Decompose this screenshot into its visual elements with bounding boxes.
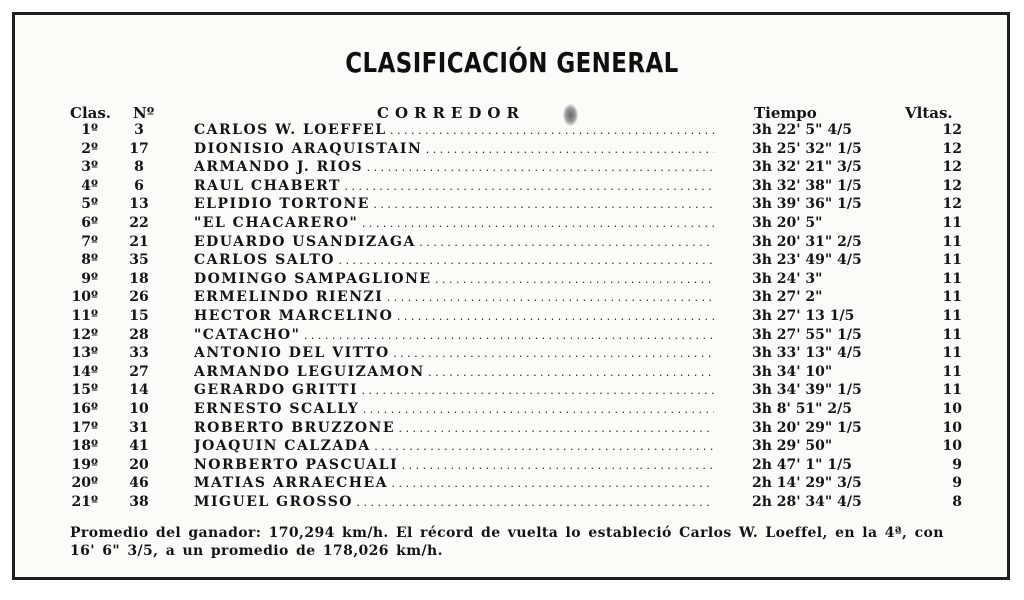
rider-name-cell: ARMANDO LEGUIZAMON . . . bbox=[194, 363, 714, 383]
number-cell: 6 bbox=[134, 177, 144, 194]
table-row bbox=[0, 195, 1024, 214]
time-cell: 3h 20' 29" 1/5 bbox=[752, 419, 862, 436]
position-cell: 16º bbox=[71, 400, 98, 417]
position-cell: 15º bbox=[71, 382, 98, 399]
number-cell: 38 bbox=[129, 493, 149, 510]
table-row bbox=[0, 493, 1024, 512]
laps-cell: 9 bbox=[952, 475, 962, 492]
position-cell: 11º bbox=[71, 307, 98, 324]
rider-name-cell: ANTONIO DEL VITTO . . . bbox=[194, 344, 714, 364]
position-cell: 19º bbox=[71, 456, 98, 473]
number-cell: 33 bbox=[129, 345, 149, 362]
laps-cell: 11 bbox=[942, 382, 962, 399]
time-cell: 3h 27' 13 1/5 bbox=[752, 307, 855, 324]
table-row bbox=[0, 288, 1024, 307]
laps-cell: 10 bbox=[942, 400, 962, 417]
number-cell: 31 bbox=[129, 419, 149, 436]
rider-name-cell: ERNESTO SCALLY . . . bbox=[194, 400, 714, 420]
table-row bbox=[0, 363, 1024, 382]
time-cell: 3h 32' 21" 3/5 bbox=[752, 159, 862, 176]
time-cell: 3h 39' 36" 1/5 bbox=[752, 196, 862, 213]
table-row bbox=[0, 158, 1024, 177]
time-cell: 3h 32' 38" 1/5 bbox=[752, 177, 862, 194]
table-row bbox=[0, 233, 1024, 252]
position-cell: 7º bbox=[81, 233, 98, 250]
table-row bbox=[0, 474, 1024, 493]
table-row bbox=[0, 307, 1024, 326]
rider-name-cell: HECTOR MARCELINO . . . bbox=[194, 307, 714, 327]
laps-cell: 12 bbox=[942, 159, 962, 176]
results-table bbox=[0, 121, 1024, 511]
position-cell: 14º bbox=[71, 363, 98, 380]
position-cell: 3º bbox=[81, 159, 98, 176]
time-cell: 3h 20' 31" 2/5 bbox=[752, 233, 862, 250]
position-cell: 18º bbox=[71, 438, 98, 455]
rider-name-cell: EDUARDO USANDIZAGA . . . bbox=[194, 233, 714, 253]
number-cell: 46 bbox=[129, 475, 149, 492]
position-cell: 13º bbox=[71, 345, 98, 362]
position-cell: 4º bbox=[81, 177, 98, 194]
table-row bbox=[0, 437, 1024, 456]
position-cell: 2º bbox=[81, 140, 98, 157]
time-cell: 3h 27' 55" 1/5 bbox=[752, 326, 862, 343]
number-cell: 13 bbox=[129, 196, 149, 213]
number-cell: 8 bbox=[134, 159, 144, 176]
header-number: Nº bbox=[133, 104, 155, 122]
number-cell: 27 bbox=[129, 363, 149, 380]
number-cell: 14 bbox=[129, 382, 149, 399]
number-cell: 15 bbox=[129, 307, 149, 324]
table-row bbox=[0, 140, 1024, 159]
position-cell: 9º bbox=[81, 270, 98, 287]
laps-cell: 11 bbox=[942, 345, 962, 362]
table-row bbox=[0, 251, 1024, 270]
number-cell: 35 bbox=[129, 252, 149, 269]
rider-name-cell: ARMANDO J. RIOS . . . bbox=[194, 158, 714, 178]
table-row bbox=[0, 381, 1024, 400]
position-cell: 12º bbox=[71, 326, 98, 343]
number-cell: 28 bbox=[129, 326, 149, 343]
time-cell: 3h 8' 51" 2/5 bbox=[752, 400, 852, 417]
time-cell: 3h 34' 39" 1/5 bbox=[752, 382, 862, 399]
position-cell: 1º bbox=[81, 122, 98, 138]
time-cell: 2h 28' 34" 4/5 bbox=[752, 493, 862, 510]
position-cell: 20º bbox=[71, 475, 98, 492]
time-cell: 3h 27' 2" bbox=[752, 289, 823, 306]
laps-cell: 11 bbox=[942, 326, 962, 343]
rider-name-cell: RAUL CHABERT . . . bbox=[194, 177, 714, 197]
time-cell: 2h 47' 1" 1/5 bbox=[752, 456, 852, 473]
position-cell: 5º bbox=[81, 196, 98, 213]
laps-cell: 11 bbox=[942, 214, 962, 231]
number-cell: 17 bbox=[129, 140, 149, 157]
laps-cell: 12 bbox=[942, 177, 962, 194]
laps-cell: 11 bbox=[942, 252, 962, 269]
rider-name-cell: CARLOS W. LOEFFEL . . . bbox=[194, 121, 714, 141]
laps-cell: 11 bbox=[942, 289, 962, 306]
rider-name-cell: ELPIDIO TORTONE . . . bbox=[194, 195, 714, 215]
rider-name-cell: DOMINGO SAMPAGLIONE . . . bbox=[194, 270, 714, 290]
table-row bbox=[0, 344, 1024, 363]
position-cell: 17º bbox=[71, 419, 98, 436]
table-row bbox=[0, 456, 1024, 475]
table-row bbox=[0, 326, 1024, 345]
rider-name-cell: MIGUEL GROSSO . . . bbox=[194, 493, 714, 513]
header-corredor: CORREDOR bbox=[377, 104, 525, 122]
rider-name-cell: JOAQUIN CALZADA . . . bbox=[194, 437, 714, 457]
laps-cell: 10 bbox=[942, 419, 962, 436]
time-cell: 3h 29' 50" bbox=[752, 438, 833, 455]
laps-cell: 11 bbox=[942, 270, 962, 287]
number-cell: 21 bbox=[129, 233, 149, 250]
number-cell: 3 bbox=[134, 122, 144, 138]
laps-cell: 12 bbox=[942, 122, 962, 138]
position-cell: 21º bbox=[71, 493, 98, 510]
number-cell: 20 bbox=[129, 456, 149, 473]
laps-cell: 11 bbox=[942, 307, 962, 324]
laps-cell: 8 bbox=[952, 493, 962, 510]
laps-cell: 11 bbox=[942, 363, 962, 380]
footnote: Promedio del ganador: 170,294 km/h. El récord de vuelta lo estableció Carlos W. Loeffel, en la 4ª, con 16' 6" 3/5, a un promedio de 178,026 km/h. bbox=[70, 525, 944, 559]
rider-name-cell: ERMELINDO RIENZI . . . bbox=[194, 288, 714, 308]
time-cell: 3h 25' 32" 1/5 bbox=[752, 140, 862, 157]
rider-name-cell: CARLOS SALTO . . . bbox=[194, 251, 714, 271]
time-cell: 2h 14' 29" 3/5 bbox=[752, 475, 862, 492]
header-clas: Clas. bbox=[70, 104, 112, 122]
page-title: CLASIFICACIÓN GENERAL bbox=[345, 46, 679, 79]
time-cell: 3h 33' 13" 4/5 bbox=[752, 345, 862, 362]
table-row bbox=[0, 214, 1024, 233]
rider-name-cell: NORBERTO PASCUALI . . . bbox=[194, 456, 714, 476]
rider-name-cell: GERARDO GRITTI . . . bbox=[194, 381, 714, 401]
table-row bbox=[0, 121, 1024, 140]
number-cell: 18 bbox=[129, 270, 149, 287]
laps-cell: 11 bbox=[942, 233, 962, 250]
laps-cell: 10 bbox=[942, 438, 962, 455]
time-cell: 3h 24' 3" bbox=[752, 270, 823, 287]
header-tiempo: Tiempo bbox=[754, 104, 817, 122]
laps-cell: 9 bbox=[952, 456, 962, 473]
time-cell: 3h 23' 49" 4/5 bbox=[752, 252, 862, 269]
time-cell: 3h 22' 5" 4/5 bbox=[752, 122, 852, 138]
time-cell: 3h 20' 5" bbox=[752, 214, 823, 231]
rider-name-cell: MATIAS ARRAECHEA . . . bbox=[194, 474, 714, 494]
number-cell: 22 bbox=[129, 214, 149, 231]
position-cell: 10º bbox=[71, 289, 98, 306]
table-row bbox=[0, 419, 1024, 438]
position-cell: 8º bbox=[81, 252, 98, 269]
laps-cell: 12 bbox=[942, 196, 962, 213]
number-cell: 26 bbox=[129, 289, 149, 306]
number-cell: 41 bbox=[129, 438, 149, 455]
table-row bbox=[0, 400, 1024, 419]
laps-cell: 12 bbox=[942, 140, 962, 157]
time-cell: 3h 34' 10" bbox=[752, 363, 833, 380]
rider-name-cell: "CATACHO" . . . bbox=[194, 326, 714, 346]
table-row bbox=[0, 270, 1024, 289]
position-cell: 6º bbox=[81, 214, 98, 231]
header-vueltas: Vltas. bbox=[905, 104, 953, 122]
rider-name-cell: ROBERTO BRUZZONE . . . bbox=[194, 419, 714, 439]
number-cell: 10 bbox=[129, 400, 149, 417]
rider-name-cell: "EL CHACARERO" . . . bbox=[194, 214, 714, 234]
rider-name-cell: DIONISIO ARAQUISTAIN . . . bbox=[194, 140, 714, 160]
table-row bbox=[0, 177, 1024, 196]
